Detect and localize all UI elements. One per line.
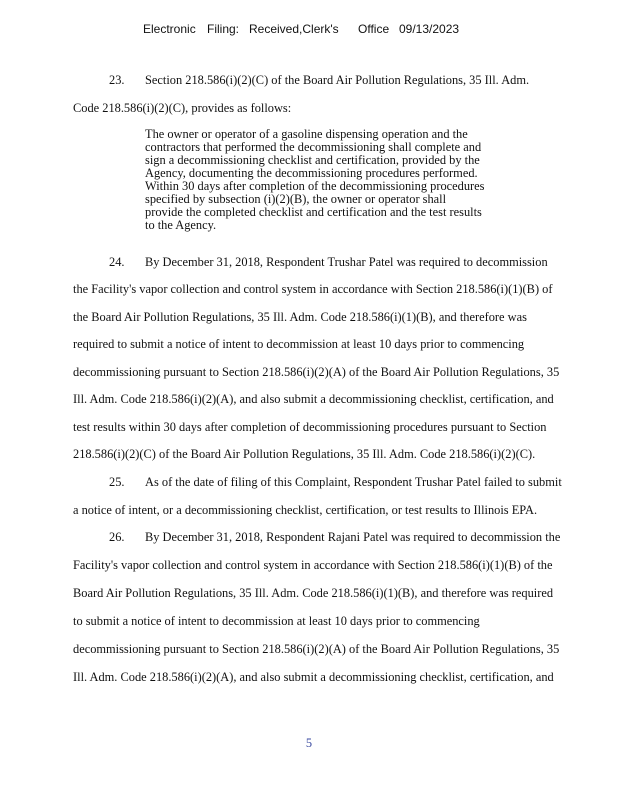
quote-line-4: Agency, documenting the decommissioning procedures performed. [145,166,478,180]
header-received-clerks: Received,Clerk's [249,22,339,36]
header-office: Office [358,22,390,36]
paragraph-23-line-2: Code 218.586(i)(2)(C), provides as follows: [73,101,292,115]
quote-line-2: contractors that performed the decommissioning shall complete and [145,140,482,154]
paragraph-26-line-3: Board Air Pollution Regulations, 35 Ill. Adm. Code 218.586(i)(1)(B), and therefore was required [73,586,554,600]
paragraph-24-line-5: decommissioning pursuant to Section 218.586(i)(2)(A) of the Board Air Pollution Regulations, 35 [73,365,560,379]
page-number: 5 [305,736,313,750]
paragraph-number-26: 26. [109,530,125,544]
paragraph-24-line-4: required to submit a notice of intent to decommission at least 10 days prior to commencing [73,337,525,351]
paragraph-26-line-6: Ill. Adm. Code 218.586(i)(2)(A), and also submit a decommissioning checklist, certification, and [73,670,554,684]
paragraph-24-line-3: the Board Air Pollution Regulations, 35 Ill. Adm. Code 218.586(i)(1)(B), and therefore was [73,310,527,324]
paragraph-25-line-2: a notice of intent, or a decommissioning checklist, certification, or test results to Illinois EPA. [73,503,538,517]
paragraph-26-line-4: to submit a notice of intent to decommission at least 10 days prior to commencing [73,614,480,628]
paragraph-number-23: 23. [109,73,125,87]
paragraph-number-24: 24. [109,255,125,269]
paragraph-24-line-2: the Facility's vapor collection and control system in accordance with Section 218.586(i)(1)(B) of [73,282,553,296]
paragraph-24-line-1: By December 31, 2018, Respondent Trushar Patel was required to decommission [145,255,548,269]
paragraph-23-line-1: Section 218.586(i)(2)(C) of the Board Air Pollution Regulations, 35 Ill. Adm. [145,73,530,87]
paragraph-26-line-1: By December 31, 2018, Respondent Rajani Patel was required to decommission the [145,530,561,544]
header-filing: Filing: [207,22,240,36]
paragraph-26-line-5: decommissioning pursuant to Section 218.586(i)(2)(A) of the Board Air Pollution Regulations, 35 [73,642,560,656]
quote-line-8: to the Agency. [145,218,217,232]
filing-stamp-header [0,22,618,38]
paragraph-25-line-1: As of the date of filing of this Complaint, Respondent Trushar Patel failed to submit [145,475,562,489]
quote-line-3: sign a decommissioning checklist and certification, provided by the [145,153,480,167]
paragraph-24-line-8: 218.586(i)(2)(C) of the Board Air Pollution Regulations, 35 Ill. Adm. Code 218.586(i)(2)(C). [73,447,536,461]
quote-line-6: specified by subsection (i)(2)(B), the owner or operator shall [145,192,447,206]
header-electronic: Electronic [143,22,196,36]
quote-line-7: provide the completed checklist and certification and the test results [145,205,482,219]
paragraph-number-25: 25. [109,475,125,489]
quote-line-1: The owner or operator of a gasoline dispensing operation and the [145,127,468,141]
quote-line-5: Within 30 days after completion of the decommissioning procedures [145,179,485,193]
paragraph-24-line-7: test results within 30 days after completion of decommissioning procedures pursuant to Section [73,420,547,434]
header-date: 09/13/2023 [399,22,460,36]
paragraph-26-line-2: Facility's vapor collection and control system in accordance with Section 218.586(i)(1)(B) of the [73,558,553,572]
paragraph-24-line-6: Ill. Adm. Code 218.586(i)(2)(A), and also submit a decommissioning checklist, certification, and [73,392,554,406]
